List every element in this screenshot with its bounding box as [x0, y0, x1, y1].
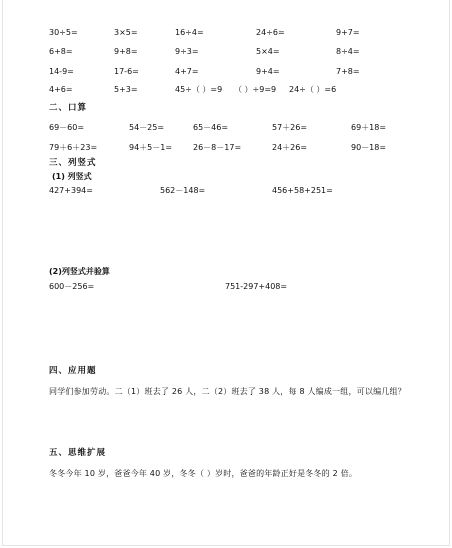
- word-problem-text: 同学们参加劳动。二（1）班去了 26 人，二（2）班去了 38 人，每 8 人编成一组，可以编几组？: [49, 387, 406, 396]
- equation: 54－25=: [129, 123, 165, 132]
- equation: 69－60=: [49, 123, 85, 132]
- equation: 5×4=: [256, 47, 280, 56]
- equation: （ ）÷9=9: [234, 85, 277, 94]
- equation: 90－18=: [351, 143, 387, 152]
- equation: 427+394=: [49, 186, 93, 195]
- equation: 5+3=: [114, 85, 138, 94]
- equation: 24÷（ ）=6: [289, 85, 337, 94]
- equation: 9+8=: [114, 47, 138, 56]
- subsection-heading: (1) 列竖式: [52, 172, 92, 181]
- equation: 24＋26=: [272, 143, 308, 152]
- equation: 8÷4=: [336, 47, 360, 56]
- equation: 751-297+408=: [225, 282, 288, 291]
- equation: 9÷3=: [175, 47, 199, 56]
- equation: 57＋26=: [272, 123, 308, 132]
- equation: 6+8=: [49, 47, 73, 56]
- equation: 7+8=: [336, 67, 360, 76]
- equation: 17-6=: [114, 67, 139, 76]
- equation: 69＋18=: [351, 123, 387, 132]
- equation: 600－256=: [49, 282, 95, 291]
- equation: 30÷5=: [49, 28, 78, 37]
- section-heading: 五、思维扩展: [49, 448, 107, 458]
- equation: 4+6=: [49, 85, 73, 94]
- equation: 3×5=: [114, 28, 138, 37]
- equation: 45÷（ ）=9: [175, 85, 223, 94]
- section-heading: 三、列竖式: [49, 158, 97, 168]
- section-heading: 四、应用题: [49, 366, 97, 376]
- equation: 4+7=: [175, 67, 199, 76]
- equation: 26－8－17=: [193, 143, 242, 152]
- equation: 14-9=: [49, 67, 74, 76]
- equation: 16÷4=: [175, 28, 204, 37]
- equation: 9+4=: [256, 67, 280, 76]
- subsection-heading: (2)列竖式并验算: [49, 267, 110, 276]
- equation: 24÷6=: [256, 28, 285, 37]
- section-heading: 二、口算: [49, 103, 88, 113]
- equation: 94＋5－1=: [129, 143, 173, 152]
- equation: 65－46=: [193, 123, 229, 132]
- word-problem-text: 冬冬今年 10 岁，爸爸今年 40 岁，冬冬（ ）岁时，爸爸的年龄正好是冬冬的 2 倍。: [49, 469, 358, 478]
- equation: 562－148=: [160, 186, 206, 195]
- equation: 79＋6＋23=: [49, 143, 98, 152]
- equation: 9+7=: [336, 28, 360, 37]
- equation: 456+58+251=: [272, 186, 333, 195]
